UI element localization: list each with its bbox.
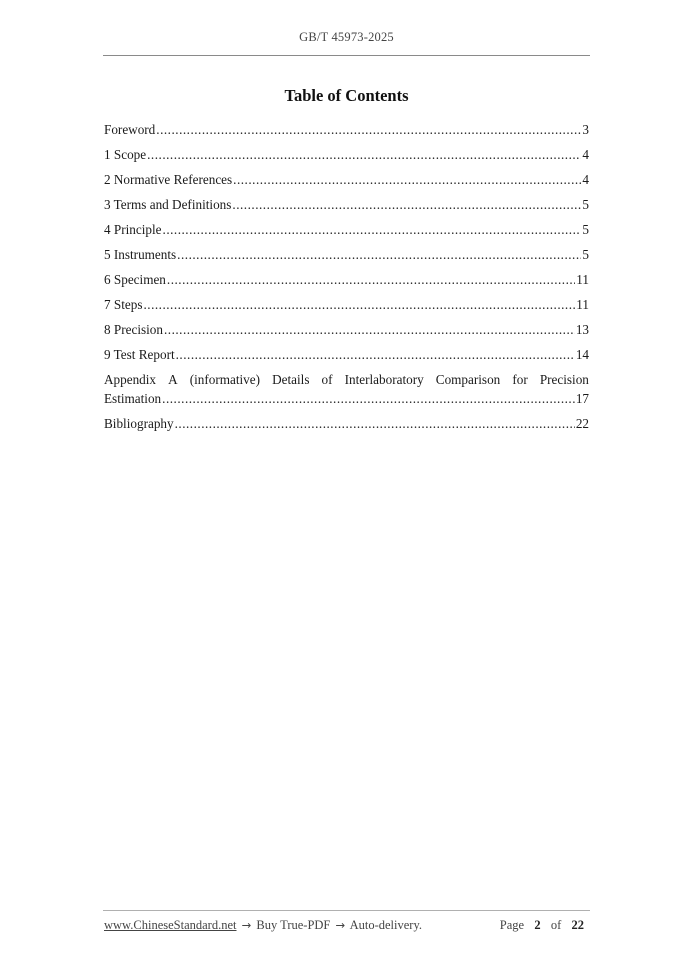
dot-leader [232, 195, 581, 214]
toc-entry-page: 13 [575, 322, 589, 337]
toc-entry-steps[interactable] [104, 295, 589, 314]
toc-entry-label: Bibliography [104, 416, 174, 431]
toc-entry-page: 3 [582, 122, 589, 137]
label-word: Details [272, 372, 310, 387]
toc-entry-instruments[interactable] [104, 245, 589, 264]
toc-entry-label-line2 [104, 389, 589, 408]
arrow-right-icon: → [241, 918, 252, 932]
footer-promo [104, 918, 422, 933]
toc-entry-scope[interactable] [104, 145, 589, 164]
of-label: of [550, 918, 562, 932]
dot-leader [156, 120, 581, 139]
toc-title: Table of Contents [284, 86, 409, 105]
toc-entry-page: 4 [582, 147, 589, 162]
header-divider [103, 55, 590, 56]
toc-entry-label: 7 Steps [104, 297, 143, 312]
toc-entry-foreword[interactable] [104, 120, 589, 139]
dot-leader [164, 320, 575, 339]
label-word: (informative) [189, 372, 261, 387]
label-word: A [168, 372, 178, 387]
auto-delivery-text: Auto-delivery. [349, 918, 423, 932]
dot-leader [233, 170, 581, 189]
table-of-contents [104, 120, 589, 439]
toc-entry-page: 22 [575, 416, 589, 431]
label-word: of [321, 372, 333, 387]
toc-entry-page: 17 [575, 391, 589, 406]
website-link[interactable]: www.ChineseStandard.net [104, 918, 237, 932]
arrow-right-icon: → [335, 918, 346, 932]
toc-entry-appendix-a[interactable] [104, 370, 589, 408]
toc-entry-normative-references[interactable] [104, 170, 589, 189]
total-pages: 22 [571, 918, 584, 932]
toc-entry-label: 9 Test Report [104, 347, 175, 362]
toc-entry-page: 14 [575, 347, 589, 362]
buy-pdf-text: Buy True-PDF [256, 918, 331, 932]
page-label: Page [499, 918, 525, 932]
toc-entry-page: 5 [582, 197, 589, 212]
current-page: 2 [534, 918, 541, 932]
label-word: Appendix [104, 372, 157, 387]
toc-entry-label: Estimation [104, 391, 162, 406]
label-word: Comparison [435, 372, 501, 387]
page-header [0, 30, 693, 45]
toc-entry-bibliography[interactable] [104, 414, 589, 433]
label-word: Interlaboratory [344, 372, 424, 387]
toc-entry-label: 3 Terms and Definitions [104, 197, 232, 212]
toc-entry-label: 5 Instruments [104, 247, 177, 262]
toc-entry-specimen[interactable] [104, 270, 589, 289]
toc-entry-label: 6 Specimen [104, 272, 166, 287]
toc-entry-page: 11 [576, 272, 589, 287]
document-id: GB/T 45973-2025 [299, 30, 394, 44]
toc-entry-page: 11 [576, 297, 589, 312]
page-number [500, 918, 584, 933]
footer-divider [103, 910, 590, 911]
dot-leader [143, 295, 575, 314]
toc-entry-label: 8 Precision [104, 322, 163, 337]
toc-entry-label: 2 Normative References [104, 172, 233, 187]
dot-leader [176, 345, 575, 364]
toc-entry-label: 1 Scope [104, 147, 147, 162]
label-word: for [512, 372, 528, 387]
dot-leader [163, 220, 582, 239]
toc-entry-page: 5 [582, 247, 589, 262]
toc-entry-label: Foreword [104, 122, 156, 137]
toc-entry-label-line1 [104, 370, 589, 389]
dot-leader [162, 389, 575, 408]
toc-entry-principle[interactable] [104, 220, 589, 239]
toc-entry-page: 5 [582, 222, 589, 237]
toc-entry-page: 4 [582, 172, 589, 187]
dot-leader [175, 414, 575, 433]
label-word: Precision [539, 372, 589, 387]
toc-entry-test-report[interactable] [104, 345, 589, 364]
toc-entry-terms-and-definitions[interactable] [104, 195, 589, 214]
page-footer [104, 918, 584, 933]
toc-entry-precision[interactable] [104, 320, 589, 339]
dot-leader [167, 270, 575, 289]
dot-leader [177, 245, 581, 264]
dot-leader [147, 145, 581, 164]
toc-entry-label: 4 Principle [104, 222, 162, 237]
